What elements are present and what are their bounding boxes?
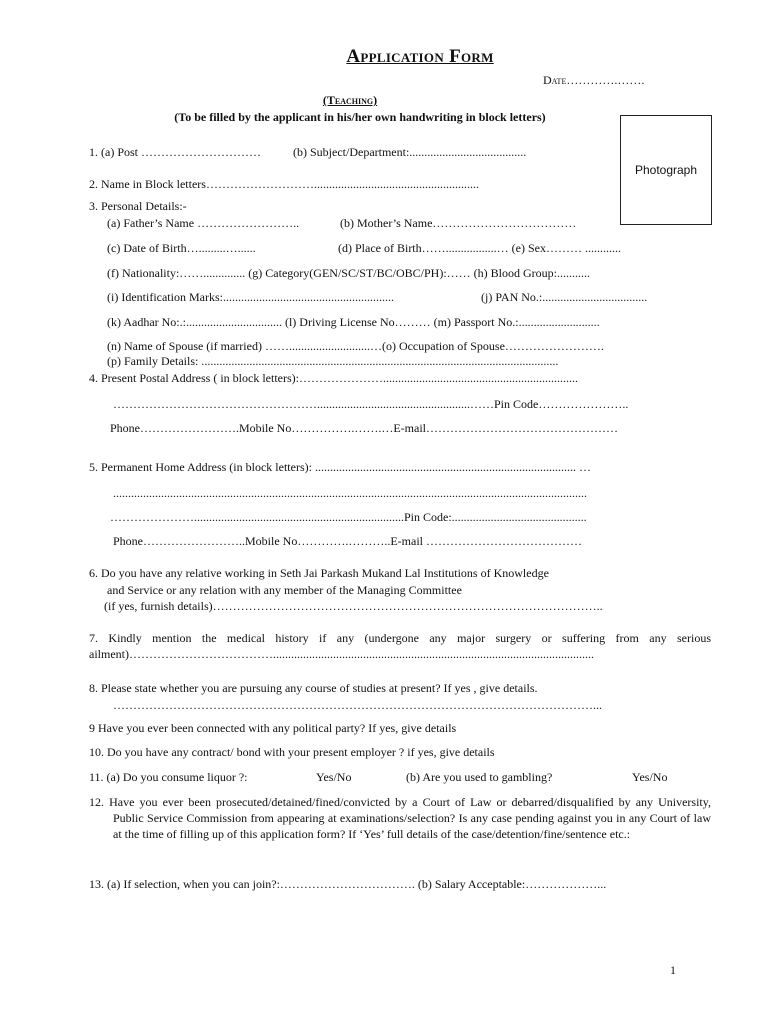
field-present-contact: Phone…………………….Mobile No…………….…….…E-mail…………………………………………	[110, 421, 618, 435]
question-6-line-1: 6. Do you have any relative working in Seth Jai Parkash Mukand Lal Institutions of Knowledge	[89, 566, 549, 580]
field-spouse: (n) Name of Spouse (if married) ……...........................…(o) Occupation of Spouse…………………….	[107, 339, 604, 353]
field-nationality-category-blood: (f) Nationality:…….............. (g) Category(GEN/SC/ST/BC/OBC/PH):…… (h) Blood Group:...........	[107, 266, 590, 280]
field-fathers-name: (a) Father’s Name ……………………..	[107, 216, 300, 230]
field-mothers-name: (b) Mother’s Name………………………………	[340, 216, 577, 230]
field-date-of-birth: (c) Date of Birth….........…......	[107, 241, 256, 255]
field-present-address: 4. Present Postal Address ( in block letters):………………….................................................................	[89, 371, 578, 385]
question-6-line-2: and Service or any relation with any member of the Managing Committee	[107, 583, 462, 597]
field-aadhar-license-passport: (k) Aadhar No:.:................................ (l) Driving License No……… (m) Passport No.:...........................	[107, 315, 600, 329]
question-9-political-party: 9 Have you ever been connected with any political party? If yes, give details	[89, 721, 457, 735]
date-field	[543, 73, 644, 87]
field-pan-no: (j) PAN No.:...................................	[481, 290, 648, 304]
photograph-box	[620, 115, 712, 225]
question-13-joining-salary: 13. (a) If selection, when you can join?:……………………………. (b) Salary Acceptable:………………...	[89, 877, 607, 891]
field-permanent-address-pincode: …………………......................................................................Pin Code:.............................................	[110, 510, 587, 524]
field-present-address-pincode: ……………………………………………...................................................……Pin Code…………………..	[113, 397, 629, 411]
question-6-line-3: (if yes, furnish details)……………………………………………………………………………………..	[104, 599, 603, 613]
form-subtitle: (Teaching)	[322, 93, 378, 107]
personal-details-heading: 3. Personal Details:-	[89, 199, 187, 213]
field-post: 1. (a) Post …………………………	[89, 145, 261, 159]
question-7-medical-history: 7. Kindly mention the medical history if any (undergone any major surgery or suffering from any serious ailment)………………………………...........................................................................................................	[89, 631, 711, 661]
field-place-of-birth-sex: (d) Place of Birth…….................… (e) Sex……… ............	[338, 241, 621, 255]
date-dots: ………….…….	[566, 73, 645, 87]
question-8-answer-line: …………………………………………………………………………………………………………...	[113, 698, 602, 712]
field-permanent-address-line: ..............................................................................................................................................................	[113, 486, 587, 500]
form-instruction: (To be filled by the applicant in his/her own handwriting in block letters)	[174, 110, 546, 124]
field-name-block-letters: 2. Name in Block letters……………………….......................................................	[89, 177, 479, 191]
question-11b-gambling: (b) Are you used to gambling?	[406, 770, 553, 784]
field-permanent-contact: Phone……………………..Mobile No………….………..E-mail …………………………………	[113, 534, 582, 548]
question-8-studies: 8. Please state whether you are pursuing any course of studies at present? If yes , give details.	[89, 681, 538, 695]
date-label: Date	[543, 73, 567, 87]
field-identification-marks: (i) Identification Marks:.........................................................	[107, 290, 394, 304]
question-11b-yes-no: Yes/No	[632, 770, 668, 784]
page-number: 1	[670, 963, 676, 977]
photograph-label: Photograph	[634, 163, 698, 177]
form-title: Application Form	[346, 46, 494, 67]
question-10-contract-bond: 10. Do you have any contract/ bond with your present employer ? if yes, give details	[89, 745, 495, 759]
question-11a-yes-no: Yes/No	[316, 770, 352, 784]
field-permanent-address: 5. Permanent Home Address (in block letters): ....................................................................................... …	[89, 460, 591, 474]
field-subject-department: (b) Subject/Department:.......................................	[293, 145, 527, 159]
field-family-details: (p) Family Details: .......................................................................................................................	[107, 354, 559, 368]
question-12-prosecution: 12. Have you ever been prosecuted/detained/fined/convicted by a Court of Law or debarred/disqualified by any University, Public Service Commission from appearing at examinations/selection? Is any case pending against you in any Court of law at the time of filling up of this application form? If ‘Yes’ full details of the case/detention/fine/sentence etc.:	[89, 795, 711, 841]
question-11a-liquor: 11. (a) Do you consume liquor ?:	[89, 770, 248, 784]
